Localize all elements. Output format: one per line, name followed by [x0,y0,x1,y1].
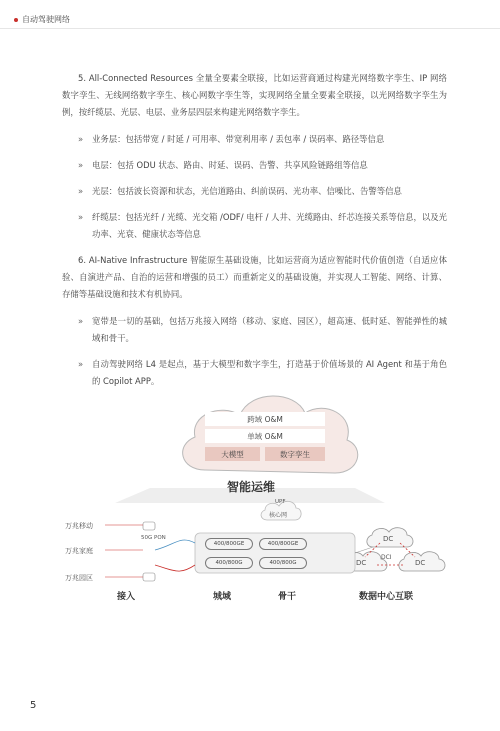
core-network-label: 核心网 [269,512,288,519]
list-item [62,157,447,174]
list-item [62,183,447,200]
paragraph-5: 5. All-Connected Resources 全量全要素全联接，比如运营商通过构建光网络数字孪生、IP 网络数字孪生、无线网络数字孪生、核心网数字孪生等，实现网络全量全要素全联接，以光网络数字孪生为例，按纤缆层、光层、电层、业务层四层来构建光网络数字孪生。 [62,73,447,117]
section-metro: 城域 [213,592,232,602]
cloud-tag-llm: 大模型 [205,447,260,461]
header-title: 自动驾驶网络 [22,15,70,24]
list-item [62,131,447,148]
dc-label: DC [415,559,426,567]
list-item-text: 业务层：包括带宽 / 时延 / 可用率、带宽利用率 / 丢包率 / 误码率、路径等信息 [92,134,385,144]
dci-label: DCI [381,554,392,561]
bullet-icon: » [78,186,84,196]
cloud-item-cross-domain: 跨域 O&M [205,412,325,426]
access-link [155,565,195,571]
paragraph-6: 6. AI-Native Infrastructure 智能原生基础设施，比如运营商为适应智能时代价值创造（自适应体验、自演进产品、自治的运营和增强的员工）而重新定义的基础设施，并实现人工智能、网络、计算、存储等基础设施和技术有机协同。 [62,255,447,299]
list-item-text: 自动驾驶网络 L4 是起点，基于大模型和数字孪生，打造基于价值场景的 AI Agent 和基于角色的 Copilot APP。 [92,359,447,386]
metro-pill: 400/800G [259,557,307,569]
header-divider [0,28,500,29]
pon-label: 50G PON [141,535,166,541]
diagram-title: 智能运维 [227,480,276,494]
bullet-icon: » [78,134,84,144]
access-label-home: 万兆家庭 [65,547,93,555]
metro-pill: 400/800GE [205,538,253,550]
cloud-item-single-domain: 单域 O&M [205,429,325,443]
list-item-text: 光层：包括波长资源和状态，光信道路由、纠前误码、光功率、信噪比、告警等信息 [92,186,402,196]
access-device [143,522,155,530]
section-dci: 数据中心互联 [359,592,414,602]
cloud-tag-digital-twin: 数字孪生 [265,447,325,461]
list-item [62,313,447,347]
section-access: 接入 [117,592,136,602]
bullet-icon: » [78,359,84,369]
bullet-icon: » [78,212,84,222]
list-item-text: 电层：包括 ODU 状态、路由、时延、误码、告警、共享风险链路组等信息 [92,160,368,170]
access-label-campus: 万兆园区 [65,574,93,582]
dc-label: DC [356,559,367,567]
bullet-icon: » [78,160,84,170]
access-link [155,540,195,550]
list-item-text: 纤缆层：包括光纤 / 光缆、光交箱 /ODF/ 电杆 / 人井、光缆路由、纤芯连接关系等信息，以及光功率、光衰、健康状态等信息 [92,212,447,239]
bullet-icon: » [78,316,84,326]
main-content [62,70,447,399]
network-diagram [55,385,455,615]
metro-pill: 400/800G [205,557,253,569]
section-backbone: 骨干 [278,592,297,602]
dc-label: DC [383,535,394,543]
access-device [143,573,155,581]
page-number: 5 [30,700,37,711]
upf-label: UPF [275,499,286,505]
header [14,14,70,25]
list-item [62,209,447,243]
access-label-mobile: 万兆移动 [65,522,93,530]
red-dot-icon [14,18,18,22]
list-item-text: 宽带是一切的基础，包括万兆接入网络（移动、家庭、园区），超高速、低时延、智能弹性的城域和骨干。 [92,316,447,343]
metro-pill: 400/800GE [259,538,307,550]
